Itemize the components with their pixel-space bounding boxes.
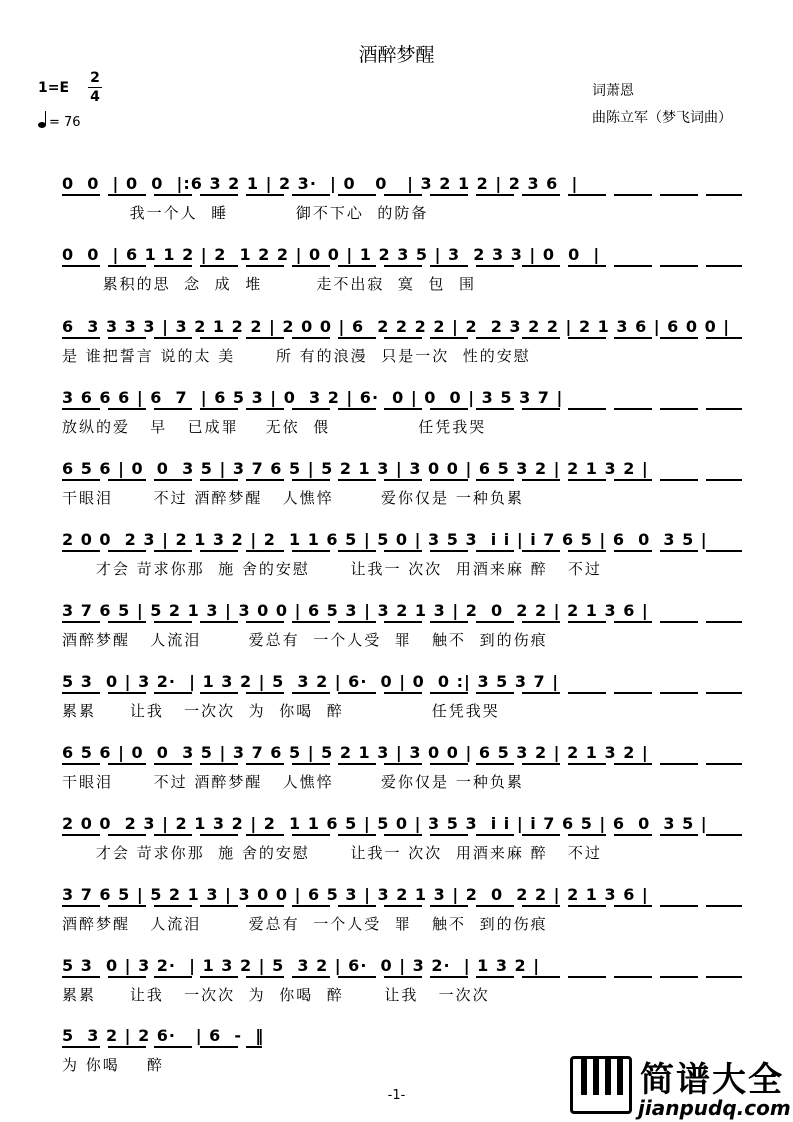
lyrics-line: 我一个人 睡 御不下心 的防备 (62, 204, 429, 222)
lyrics-line: 是 谁把誓言 说的太 美 所 有的浪漫 只是一次 性的安慰 (62, 347, 531, 365)
tempo-marking (38, 115, 81, 130)
logo-url: jianpudq.com (638, 1096, 791, 1120)
key-signature: 1=E (38, 80, 70, 96)
score-row (0, 954, 793, 1014)
notes-line: 0 0 | 0 0 |:6 3 2 1 | 2 3· | 0 0 | 3 2 1 2 | 2 3 6 | (62, 174, 579, 193)
notes-line: 3 7 6 5 | 5 2 1 3 | 3 0 0 | 6 5 3 | 3 2 1 3 | 2 0 2 2 | 2 1 3 6 | (62, 601, 649, 620)
beam-lines (62, 479, 742, 481)
time-signature-bar (88, 87, 102, 88)
notes-line: 0 0 | 6 1 1 2 | 2 1 2 2 | 0 0 | 1 2 3 5 | 3 2 3 3 | 0 0 | (62, 245, 601, 264)
score-row (0, 670, 793, 730)
notes-line: 5 3 0 | 3 2· | 1 3 2 | 5 3 2 | 6· 0 | 3 2· | 1 3 2 | (62, 956, 541, 975)
score-row (0, 457, 793, 517)
lyrics-line: 放纵的爱 早 已成罪 无依 偎 任凭我哭 (62, 418, 487, 436)
beam-lines (62, 976, 742, 978)
score-row (0, 172, 793, 232)
page-number: -1- (387, 1088, 406, 1103)
score-row (0, 243, 793, 303)
time-signature-bottom: 4 (90, 89, 100, 105)
lyrics-line: 为 你喝 醉 (62, 1056, 164, 1074)
score-row (0, 599, 793, 659)
time-signature (88, 70, 102, 105)
lyrics-line: 才会 苛求你那 施 舍的安慰 让我一 次次 用酒来麻 醉 不过 (62, 844, 602, 862)
score-row (0, 315, 793, 375)
notes-line: 2 0 0 2 3 | 2 1 3 2 | 2 1 1 6 5 | 5 0 | 3 5 3 i i | i 7 6 5 | 6 0 3 5 | (62, 530, 708, 549)
lyrics-line: 酒醉梦醒 人流泪 爱总有 一个人受 罪 触不 到的伤痕 (62, 915, 548, 933)
beam-lines (62, 834, 742, 836)
lyrics-line: 干眼泪 不过 酒醉梦醒 人憔悴 爱你仅是 一种负累 (62, 489, 524, 507)
lyrics-line: 才会 苛求你那 施 舍的安慰 让我一 次次 用酒来麻 醉 不过 (62, 560, 602, 578)
beam-lines (62, 692, 742, 694)
score-row (0, 528, 793, 588)
beam-lines (62, 337, 742, 339)
beam-lines (62, 550, 742, 552)
beam-lines (62, 1046, 262, 1048)
piano-keys-icon (570, 1056, 632, 1114)
lyrics-line: 累累 让我 一次次 为 你喝 醉 让我 一次次 (62, 986, 490, 1004)
score-row (0, 741, 793, 801)
logo-text: 简谱大全 (640, 1060, 784, 1100)
beam-lines (62, 194, 742, 196)
time-signature-top: 2 (90, 70, 100, 86)
score-row (0, 386, 793, 446)
lyricist-credit: 词萧恩 (592, 83, 634, 99)
notes-line: 5 3 2 | 2 6· | 6 - ‖ (62, 1026, 265, 1045)
notes-line: 6 3 3 3 3 | 3 2 1 2 2 | 2 0 0 | 6 2 2 2 2 | 2 2 3 2 2 | 2 1 3 6 | 6 0 0 | (62, 317, 731, 336)
notes-line: 6 5 6 | 0 0 3 5 | 3 7 6 5 | 5 2 1 3 | 3 0 0 | 6 5 3 2 | 2 1 3 2 | (62, 459, 649, 478)
song-title: 酒醉梦醒 (358, 44, 435, 66)
beam-lines (62, 905, 742, 907)
site-logo (570, 1052, 790, 1122)
lyrics-line: 酒醉梦醒 人流泪 爱总有 一个人受 罪 触不 到的伤痕 (62, 631, 548, 649)
beam-lines (62, 265, 742, 267)
notes-line: 5 3 0 | 3 2· | 1 3 2 | 5 3 2 | 6· 0 | 0 0 :| 3 5 3 7 | (62, 672, 560, 691)
notes-line: 3 6 6 6 | 6 7 | 6 5 3 | 0 3 2 | 6· 0 | 0 0 | 3 5 3 7 | (62, 388, 564, 407)
tempo-value: = 76 (49, 115, 81, 130)
quarter-note-icon (38, 122, 46, 128)
beam-lines (62, 621, 742, 623)
score-row (0, 812, 793, 872)
beam-lines (62, 408, 742, 410)
composer-credit: 曲陈立军（梦飞词曲） (592, 110, 732, 126)
notes-line: 6 5 6 | 0 0 3 5 | 3 7 6 5 | 5 2 1 3 | 3 0 0 | 6 5 3 2 | 2 1 3 2 | (62, 743, 649, 762)
notes-line: 2 0 0 2 3 | 2 1 3 2 | 2 1 1 6 5 | 5 0 | 3 5 3 i i | i 7 6 5 | 6 0 3 5 | (62, 814, 708, 833)
lyrics-line: 累积的思 念 成 堆 走不出寂 寞 包 围 (62, 275, 476, 293)
score-row (0, 883, 793, 943)
lyrics-line: 累累 让我 一次次 为 你喝 醉 任凭我哭 (62, 702, 500, 720)
notes-line: 3 7 6 5 | 5 2 1 3 | 3 0 0 | 6 5 3 | 3 2 1 3 | 2 0 2 2 | 2 1 3 6 | (62, 885, 649, 904)
lyrics-line: 干眼泪 不过 酒醉梦醒 人憔悴 爱你仅是 一种负累 (62, 773, 524, 791)
beam-lines (62, 763, 742, 765)
